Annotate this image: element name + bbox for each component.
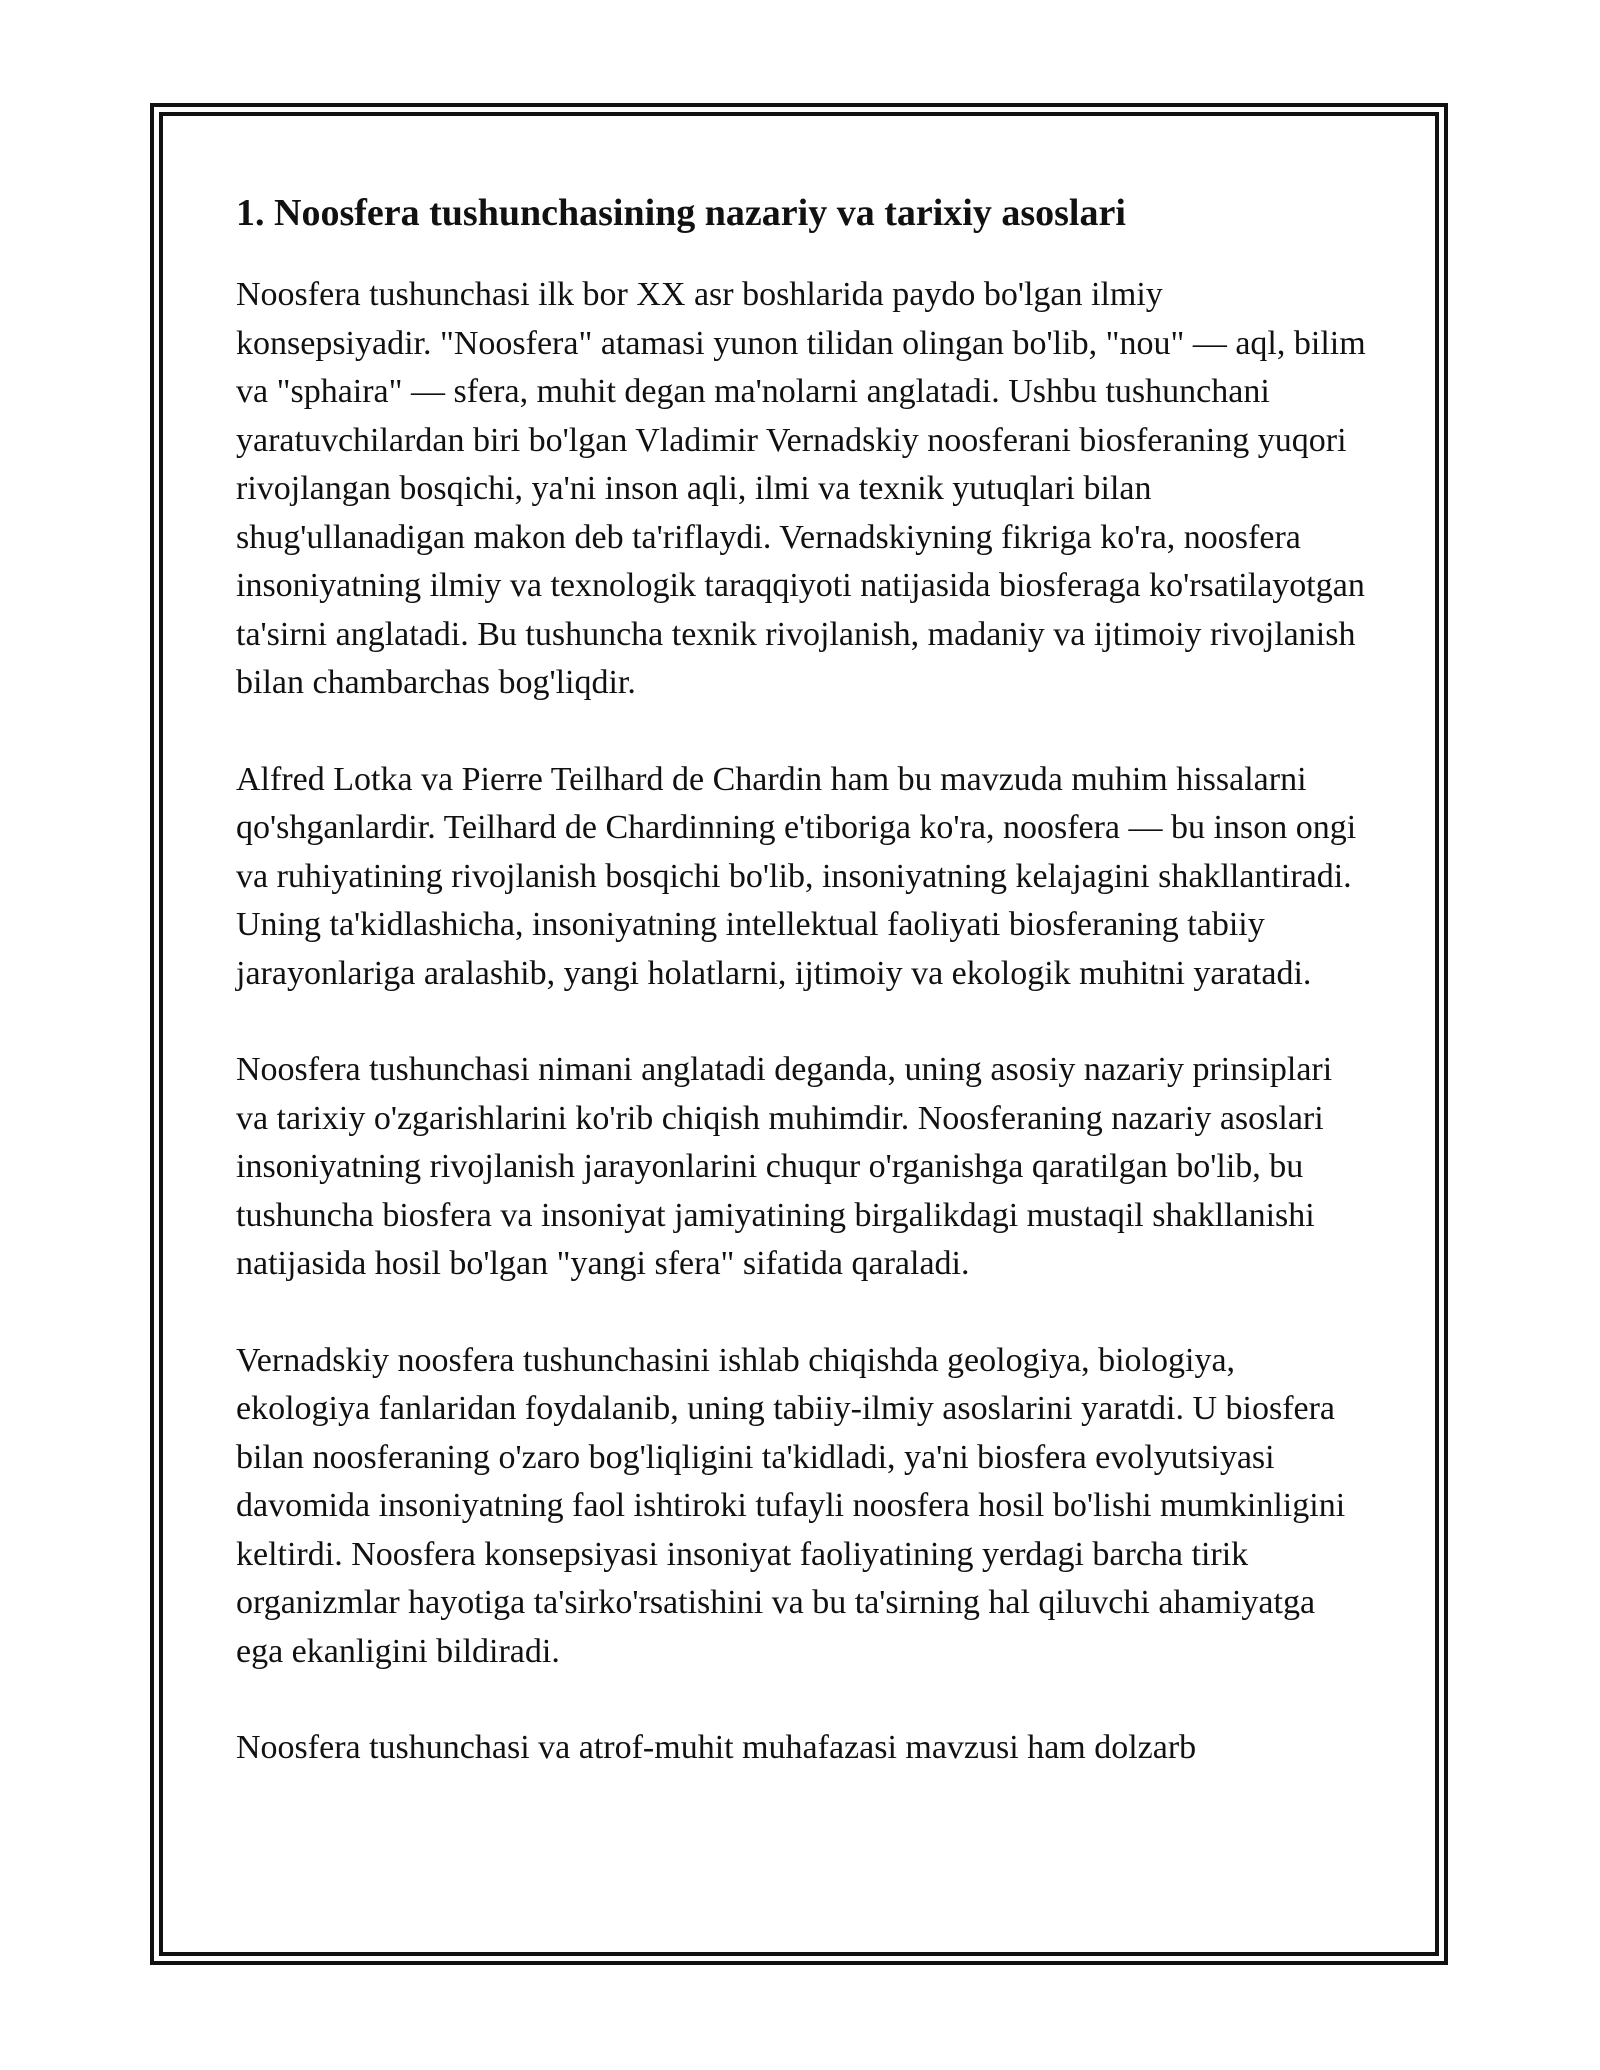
- section-heading: 1. Noosfera tushunchasining nazariy va tarixiy asoslari: [236, 192, 1126, 234]
- paragraph: Alfred Lotka va Pierre Teilhard de Chardin ham bu mavzuda muhim hissalarni qo'shganlardir. Teilhard de Chardinning e'tiboriga ko'ra, noosfera — bu inson ongi va ruhiyatining rivojlanish bosqichi bo'lib, insoniyatning kelajagini shakllantiradi. Uning ta'kidlashicha, insoniyatning intellektual faoliyati biosferaning tabiiy jarayonlariga aralashib, yangi holatlarni, ijtimoiy va ekologik muhitni yaratadi.: [236, 760, 1357, 992]
- paragraph: Noosfera tushunchasi nimani anglatadi deganda, uning asosiy nazariy prinsiplari va tarixiy o'zgarishlarini ko'rib chiqish muhimdir. Noosferaning nazariy asoslari insoniyatning rivojlanish jarayonlarini chuqur o'rganishga qaratilgan bo'lib, bu tushuncha biosfera va insoniyat jamiyatining birgalikdagi mustaqil shakllanishi natijasida hosil bo'lgan "yangi sfera" sifatida qaraladi.: [236, 1051, 1333, 1282]
- paragraph: Noosfera tushunchasi ilk bor XX asr boshlarida paydo bo'lgan ilmiy konsepsiyadir. "Noosfera" atamasi yunon tilidan olingan bo'lib, "nou" — aql, bilim va "sphaira" — sfera, muhit degan ma'nolarni anglatadi. Ushbu tushunchani yaratuvchilardan biri bo'lgan Vladimir Vernadskiy noosferani biosferaning yuqori rivojlangan bosqichi, ya'ni inson aqli, ilmi va texnik yutuqlari bilan shug'ullanadigan makon deb ta'riflaydi. Vernadskiyning fikriga ko'ra, noosfera insoniyatning ilmiy va texnologik taraqqiyoti natijasida biosferaga ko'rsatilayotgan ta'sirni anglatadi. Bu tushuncha texnik rivojlanish, madaniy va ijtimoiy rivojlanish bilan chambarchas bog'liqdir.: [236, 276, 1366, 701]
- document-body: [236, 185, 1366, 1821]
- paragraph: Noosfera tushunchasi va atrof-muhit muhafazasi mavzusi ham dolzarb: [236, 1729, 1197, 1766]
- paragraph: Vernadskiy noosfera tushunchasini ishlab chiqishda geologiya, biologiya, ekologiya fanlaridan foydalanib, uning tabiiy-ilmiy asoslarini yaratdi. U biosfera bilan noosferaning o'zaro bog'liqligini ta'kidladi, ya'ni biosfera evolyutsiyasi davomida insoniyatning faol ishtiroki tufayli noosfera hosil bo'lishi mumkinligini keltirdi. Noosfera konsepsiyasi insoniyat faoliyatining yerdagi barcha tirik organizmlar hayotiga ta'sirko'rsatishini va bu ta'sirning hal qiluvchi ahamiyatga ega ekanligini bildiradi.: [236, 1341, 1346, 1670]
